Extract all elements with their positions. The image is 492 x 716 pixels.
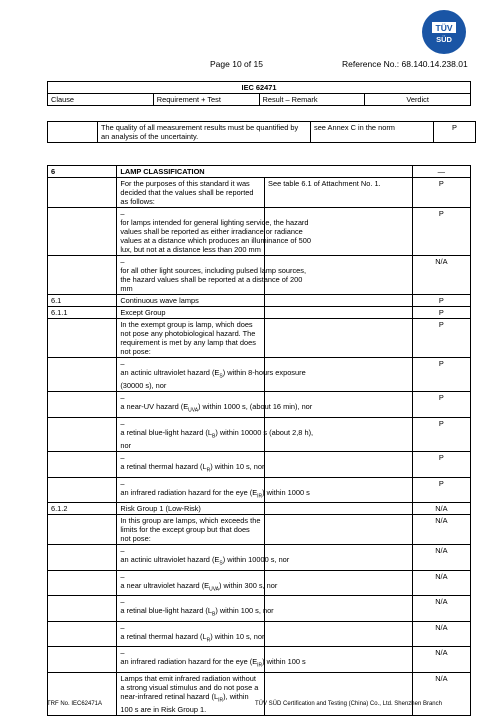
verdict-cell: P <box>434 122 476 143</box>
result-cell <box>265 319 413 358</box>
table-row <box>48 503 471 515</box>
verdict-cell: P <box>412 208 470 256</box>
requirement-text: a retinal blue-light hazard $(L_B)$ within 100 s, nor <box>120 606 274 618</box>
verdict-cell: P <box>412 307 470 319</box>
table-row <box>48 452 471 477</box>
requirement-text: a near ultraviolet hazard $(E_{UVA})$ within 300 s, nor <box>120 580 278 593</box>
table-row <box>48 570 471 595</box>
requirement-cell <box>117 477 310 502</box>
requirement-text: a retinal thermal hazard $(L_R)$ within 10 s, nor <box>120 462 265 474</box>
section-row <box>48 166 471 178</box>
logo-bottom-text: SÜD <box>436 35 452 44</box>
requirement-cell <box>117 545 290 570</box>
dash-bullet: – <box>120 257 125 266</box>
dash-bullet: – <box>120 393 125 403</box>
dash-bullet: – <box>120 209 125 218</box>
result-cell <box>265 672 413 715</box>
clause-cell <box>48 621 117 646</box>
table-row <box>48 122 476 143</box>
clause-cell <box>48 358 117 392</box>
table-row <box>48 621 471 646</box>
verdict-cell: P <box>412 392 470 417</box>
requirement-cell <box>117 570 278 595</box>
section-title: LAMP CLASSIFICATION <box>117 166 412 178</box>
clause-cell <box>48 417 117 451</box>
verdict-cell: N/A <box>412 570 470 595</box>
result-cell: See table 6.1 of Attachment No. 1. <box>265 178 413 208</box>
clause-cell <box>48 545 117 570</box>
clause-cell: 6.1.1 <box>48 307 117 319</box>
verdict-cell: P <box>412 417 470 451</box>
dash-bullet: – <box>120 571 125 581</box>
requirement-cell <box>117 358 306 392</box>
section-verdict: — <box>412 166 470 178</box>
table-row <box>48 596 471 621</box>
dash-bullet: – <box>120 648 125 658</box>
dash-bullet: – <box>120 418 125 428</box>
requirement-text: an actinic ultraviolet hazard $(E_S)$ within 10000 s, nor <box>120 555 290 567</box>
clause-cell <box>48 477 117 502</box>
reference-number: Reference No.: 68.140.14.238.01 <box>342 59 468 69</box>
requirement-text: a retinal thermal hazard $(L_R)$ within 10 s, nor <box>120 631 265 644</box>
verdict-cell: N/A <box>412 545 470 570</box>
table-row <box>48 358 471 392</box>
requirement-cell <box>117 392 313 417</box>
requirement-cell <box>117 596 274 621</box>
requirement-cell: The quality of all measurement results must be quantified by an analysis of the uncertainty. <box>98 122 311 143</box>
verdict-cell: N/A <box>412 515 470 545</box>
requirement-cell: For the purposes of this standard it was decided that the values shall be reported as follows: <box>117 178 265 208</box>
verdict-cell: P <box>412 295 470 307</box>
page-number: Page 10 of 15 <box>210 59 263 69</box>
verdict-cell: P <box>412 358 470 392</box>
lamp-classification-table <box>47 165 471 716</box>
result-cell <box>265 307 413 319</box>
table-row <box>48 515 471 545</box>
table-row <box>48 319 471 358</box>
result-cell <box>265 295 413 307</box>
result-cell <box>265 503 413 515</box>
table-row <box>48 392 471 417</box>
dash-bullet: – <box>120 597 125 607</box>
table-row <box>48 417 471 451</box>
requirement-cell <box>117 647 306 672</box>
requirement-cell <box>117 452 265 477</box>
dash-bullet: – <box>120 359 125 368</box>
column-header-result: Result – Remark <box>259 94 365 106</box>
verdict-cell: N/A <box>412 503 470 515</box>
verdict-cell: N/A <box>412 647 470 672</box>
clause-cell <box>48 319 117 358</box>
clause-cell <box>48 122 98 143</box>
requirement-cell: Risk Group 1 (Low-Risk) <box>117 503 265 515</box>
clause-cell <box>48 647 117 672</box>
requirement-text: for lamps intended for general lighting service, the hazard values shall be reported as either irradiance or radiance values at a distance which produces an illuminance of 500 lux, but not at a distance less than 200 mm <box>120 218 311 254</box>
requirement-text: for all other light sources, including pulsed lamp sources, the hazard values shall be reported at a distance of 200 mm <box>120 266 307 293</box>
table-row <box>48 295 471 307</box>
requirement-cell <box>117 256 307 295</box>
result-cell <box>265 515 413 545</box>
uncertainty-table <box>47 121 476 143</box>
dash-bullet: – <box>120 453 125 463</box>
table-row <box>48 647 471 672</box>
clause-cell: 6.1 <box>48 295 117 307</box>
column-header-requirement: Requirement + Test <box>153 94 259 106</box>
dash-bullet: – <box>120 478 125 488</box>
header-table <box>47 81 471 106</box>
verdict-cell: P <box>412 477 470 502</box>
table-row <box>48 208 471 256</box>
verdict-cell: N/A <box>412 256 470 295</box>
verdict-cell: N/A <box>412 596 470 621</box>
table-row <box>48 545 471 570</box>
requirement-cell <box>117 208 311 256</box>
clause-cell <box>48 208 117 256</box>
clause-cell <box>48 596 117 621</box>
table-row <box>48 477 471 502</box>
footer-form-number: TRF No. IEC62471A <box>47 701 103 707</box>
clause-cell <box>48 452 117 477</box>
verdict-cell: N/A <box>412 621 470 646</box>
requirement-text: an infrared radiation hazard for the eye $(E_{IR})$ within 100 s <box>120 657 306 669</box>
table-row <box>48 178 471 208</box>
clause-cell: 6.1.2 <box>48 503 117 515</box>
requirement-text: an infrared radiation hazard for the eye $(E_{IR})$ within 1000 s <box>120 487 310 500</box>
requirement-text: a retinal blue-light hazard $(L_B)$ within 10000 s (about 2,8 h), nor <box>120 427 314 451</box>
requirement-cell: Lamps that emit infrared radiation without a strong visual stimulus and do not pose a near-infrared retinal hazard $(L_{IR})$, within 100 s are in Risk Group 1. <box>117 672 265 715</box>
dash-bullet: – <box>120 546 125 556</box>
requirement-cell <box>117 621 265 646</box>
clause-cell <box>48 392 117 417</box>
column-header-clause: Clause <box>48 94 154 106</box>
requirement-cell: In the exempt group is lamp, which does not pose any photobiological hazard. The requirement is met by any lamp that does not pose: <box>117 319 265 358</box>
result-cell: see Annex C in the norm <box>311 122 434 143</box>
clause-cell <box>48 256 117 295</box>
requirement-cell: Except Group <box>117 307 265 319</box>
requirement-cell: In this group are lamps, which exceeds the limits for the except group but that does not pose: <box>117 515 265 545</box>
requirement-text: a near-UV hazard $(E_{UVA})$ within 1000 s, (about 16 min), nor <box>120 402 313 414</box>
tuv-sud-logo <box>421 9 467 55</box>
verdict-cell: P <box>412 178 470 208</box>
clause-cell <box>48 515 117 545</box>
table-row <box>48 672 471 715</box>
footer-company: TÜV SÜD Certification and Testing (China) Co., Ltd. Shenzhen Branch <box>255 701 442 707</box>
table-title: IEC 62471 <box>48 82 471 94</box>
dash-bullet: – <box>120 622 125 632</box>
verdict-cell: N/A <box>412 672 470 715</box>
verdict-cell: P <box>412 452 470 477</box>
table-row <box>48 256 471 295</box>
requirement-text: an actinic ultraviolet hazard $(E_S)$ within 8-hours exposure (30000 s), nor <box>120 368 306 391</box>
section-clause: 6 <box>48 166 117 178</box>
column-header-verdict: Verdict <box>365 94 471 106</box>
verdict-cell: P <box>412 319 470 358</box>
requirement-cell: Continuous wave lamps <box>117 295 265 307</box>
table-row <box>48 307 471 319</box>
logo-top-text: TÜV <box>435 23 453 33</box>
clause-cell <box>48 570 117 595</box>
clause-cell <box>48 178 117 208</box>
requirement-cell <box>117 417 314 451</box>
clause-cell <box>48 672 117 715</box>
